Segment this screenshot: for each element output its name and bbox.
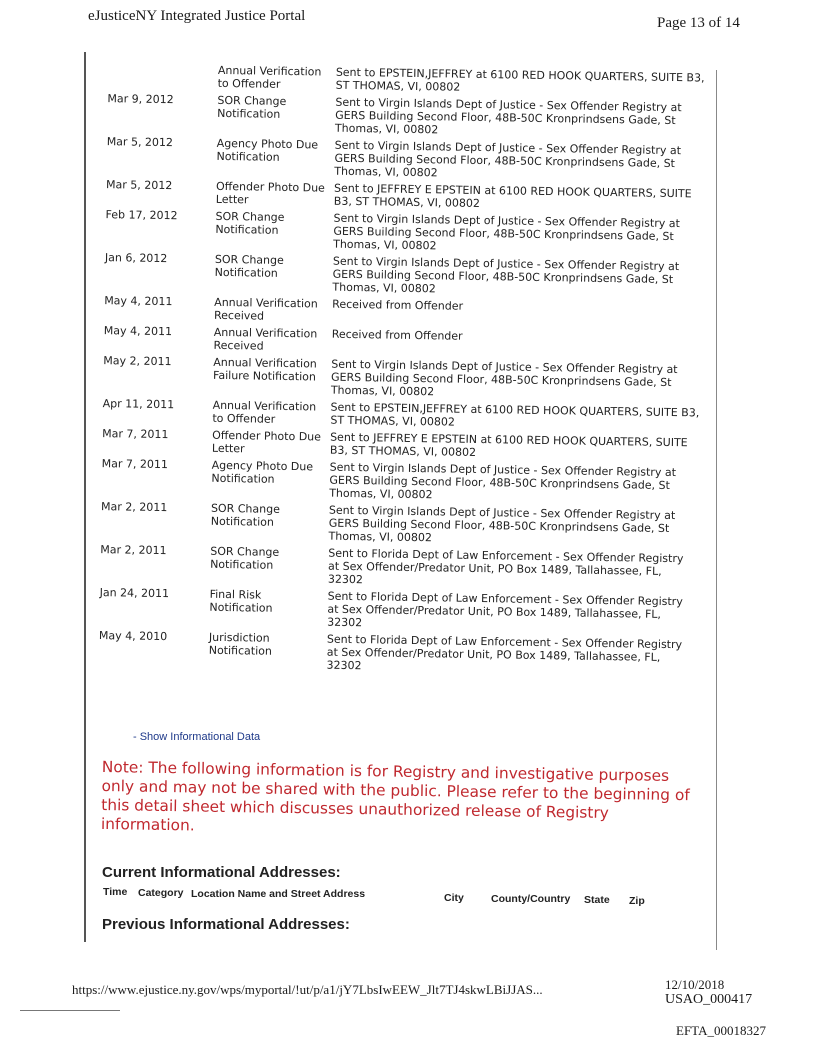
log-date: May 4, 2011: [104, 294, 173, 309]
log-date: Apr 11, 2011: [102, 397, 175, 412]
log-type: Offender Photo Due Letter: [215, 179, 325, 207]
log-type: Final Risk Notification: [209, 587, 273, 615]
log-date: Jan 6, 2012: [104, 251, 168, 266]
footer-rule: [20, 1010, 120, 1011]
log-details: Sent to Virgin Islands Dept of Justice - Sex Offender Registry at GERS Building Second Floor, 48B-50C Kronprindsens Gade, St Thomas, VI, 00802: [328, 503, 676, 545]
log-date: May 4, 2010: [98, 629, 168, 644]
log-row: [100, 62, 705, 97]
frame-right-border: [716, 70, 717, 950]
log-type: SOR Change Notification: [210, 544, 280, 572]
show-informational-data-link[interactable]: - Show Informational Data: [133, 731, 261, 743]
log-row: [93, 457, 699, 505]
log-date: Mar 9, 2012: [107, 92, 174, 107]
log-details: Sent to EPSTEIN,JEFFREY at 6100 RED HOOK QUARTERS, SUITE B3, ST THOMAS, VI, 00802: [330, 400, 700, 429]
col-county: County/Country: [491, 893, 571, 905]
log-type: Offender Photo Due Letter: [211, 428, 322, 456]
log-details: Received from Offender: [332, 297, 464, 313]
log-row: [96, 251, 702, 299]
log-details: Sent to Florida Dept of Law Enforcement - Sex Offender Registry at Sex Offender/Predator Unit, PO Box 1489, Tallahassee, FL, 32302: [327, 589, 683, 630]
col-city: City: [444, 892, 464, 904]
log-details: Sent to EPSTEIN,JEFFREY at 6100 RED HOOK QUARTERS, SUITE B3, ST THOMAS, VI, 00802: [335, 65, 705, 94]
log-details: Sent to Florida Dept of Law Enforcement - Sex Offender Registry at Sex Offender/Predator Unit, PO Box 1489, Tallahassee, FL, 32302: [327, 546, 684, 587]
col-zip: Zip: [629, 895, 645, 907]
log-type: SOR Change Notification: [214, 252, 284, 280]
footer-date: 12/10/2018: [665, 977, 725, 992]
log-details: Sent to Virgin Islands Dept of Justice - Sex Offender Registry at GERS Building Second Floor, 48B-50C Kronprindsens Gade, St Thomas, VI, 00802: [329, 460, 677, 502]
footer-url: https://www.ejustice.ny.gov/wps/myportal/!ut/p/a1/jY7LbsIwEEW_Jlt7TJ4skwLBiJJAS...: [72, 982, 543, 997]
log-date: Mar 5, 2012: [106, 135, 174, 150]
col-location: Location Name and Street Address: [191, 888, 366, 900]
log-details: Sent to Virgin Islands Dept of Justice - Sex Offender Registry at GERS Building Second Floor, 48B-50C Kronprindsens Gade, St Thomas, VI, 00802: [334, 138, 682, 180]
log-date: Mar 7, 2011: [101, 457, 169, 472]
log-date: May 4, 2011: [103, 324, 173, 339]
log-row: [93, 500, 699, 548]
col-category: Category: [138, 887, 184, 899]
efta-number: EFTA_00018327: [676, 1023, 766, 1038]
log-date: Feb 17, 2012: [105, 208, 178, 223]
log-details: Sent to JEFFREY E EPSTEIN at 6100 RED HOOK QUARTERS, SUITE B3, ST THOMAS, VI, 00802: [333, 181, 692, 210]
current-addresses-title: Current Informational Addresses:: [102, 864, 341, 881]
log-row: [96, 294, 701, 329]
notification-log: [90, 62, 705, 681]
page-indicator: Page 13 of 14: [657, 15, 740, 31]
log-type: Annual Verification Received: [213, 325, 318, 353]
log-type: Annual Verification to Offender: [217, 63, 322, 91]
log-date: Mar 2, 2011: [100, 543, 167, 558]
log-row: [94, 427, 699, 462]
log-details: Sent to JEFFREY E EPSTEIN at 6100 RED HOOK QUARTERS, SUITE B3, ST THOMAS, VI, 00802: [329, 430, 688, 459]
col-state: State: [584, 894, 610, 906]
log-details: Sent to Virgin Islands Dept of Justice - Sex Offender Registry at GERS Building Second Floor, 48B-50C Kronprindsens Gade, St Thomas, VI, 00802: [330, 357, 678, 399]
log-row: [98, 178, 703, 213]
log-row: [95, 354, 701, 402]
log-type: Annual Verification Received: [213, 295, 318, 323]
bates-number: USAO_000417: [665, 992, 753, 1007]
col-time: Time: [103, 886, 128, 898]
log-details: Sent to Virgin Islands Dept of Justice - Sex Offender Registry at GERS Building Second Floor, 48B-50C Kronprindsens Gade, St Thomas, VI, 00802: [332, 254, 680, 296]
log-row: [91, 586, 697, 634]
log-details: Sent to Virgin Islands Dept of Justice - Sex Offender Registry at GERS Building Second Floor, 48B-50C Kronprindsens Gade, St Thomas, VI, 00802: [334, 95, 682, 137]
log-date: Jan 24, 2011: [99, 586, 170, 601]
log-date: [100, 62, 218, 90]
log-row: [94, 397, 699, 432]
log-date: May 2, 2011: [103, 354, 172, 369]
log-details: Received from Offender: [331, 327, 463, 343]
log-row: [95, 324, 700, 359]
log-type: Annual Verification to Offender: [212, 398, 317, 426]
log-type: Annual Verification Failure Notification: [212, 355, 317, 384]
log-type: Agency Photo Due Notification: [216, 136, 319, 164]
log-details: Sent to Virgin Islands Dept of Justice - Sex Offender Registry at GERS Building Second Floor, 48B-50C Kronprindsens Gade, St Thomas, VI, 00802: [333, 211, 680, 253]
registry-use-note: Note: The following information is for Registry and investigative purposes only and may not be shared with the public. Please refer to the beginning of this detail sheet which discusses unauthorized release of Registry information.: [100, 758, 690, 835]
log-date: Mar 5, 2012: [105, 178, 173, 193]
log-type: SOR Change Notification: [210, 501, 281, 529]
portal-title: eJusticeNY Integrated Justice Portal: [88, 8, 306, 24]
log-row: [90, 629, 696, 677]
log-type: Jurisdiction Notification: [208, 630, 272, 658]
log-row: [92, 543, 698, 591]
log-details: Sent to Florida Dept of Law Enforcement - Sex Offender Registry at Sex Offender/Predator Unit, PO Box 1489, Tallahassee, FL, 32302: [326, 632, 683, 673]
log-type: SOR Change Notification: [215, 209, 285, 237]
log-type: SOR Change Notification: [217, 93, 287, 121]
log-date: Mar 7, 2011: [102, 427, 169, 442]
log-row: [97, 208, 703, 256]
log-row: [99, 92, 705, 140]
previous-addresses-title: Previous Informational Addresses:: [102, 916, 350, 933]
log-date: Mar 2, 2011: [100, 500, 168, 515]
frame-left-border: [84, 52, 86, 942]
log-row: [98, 135, 704, 183]
log-type: Agency Photo Due Notification: [211, 458, 314, 486]
